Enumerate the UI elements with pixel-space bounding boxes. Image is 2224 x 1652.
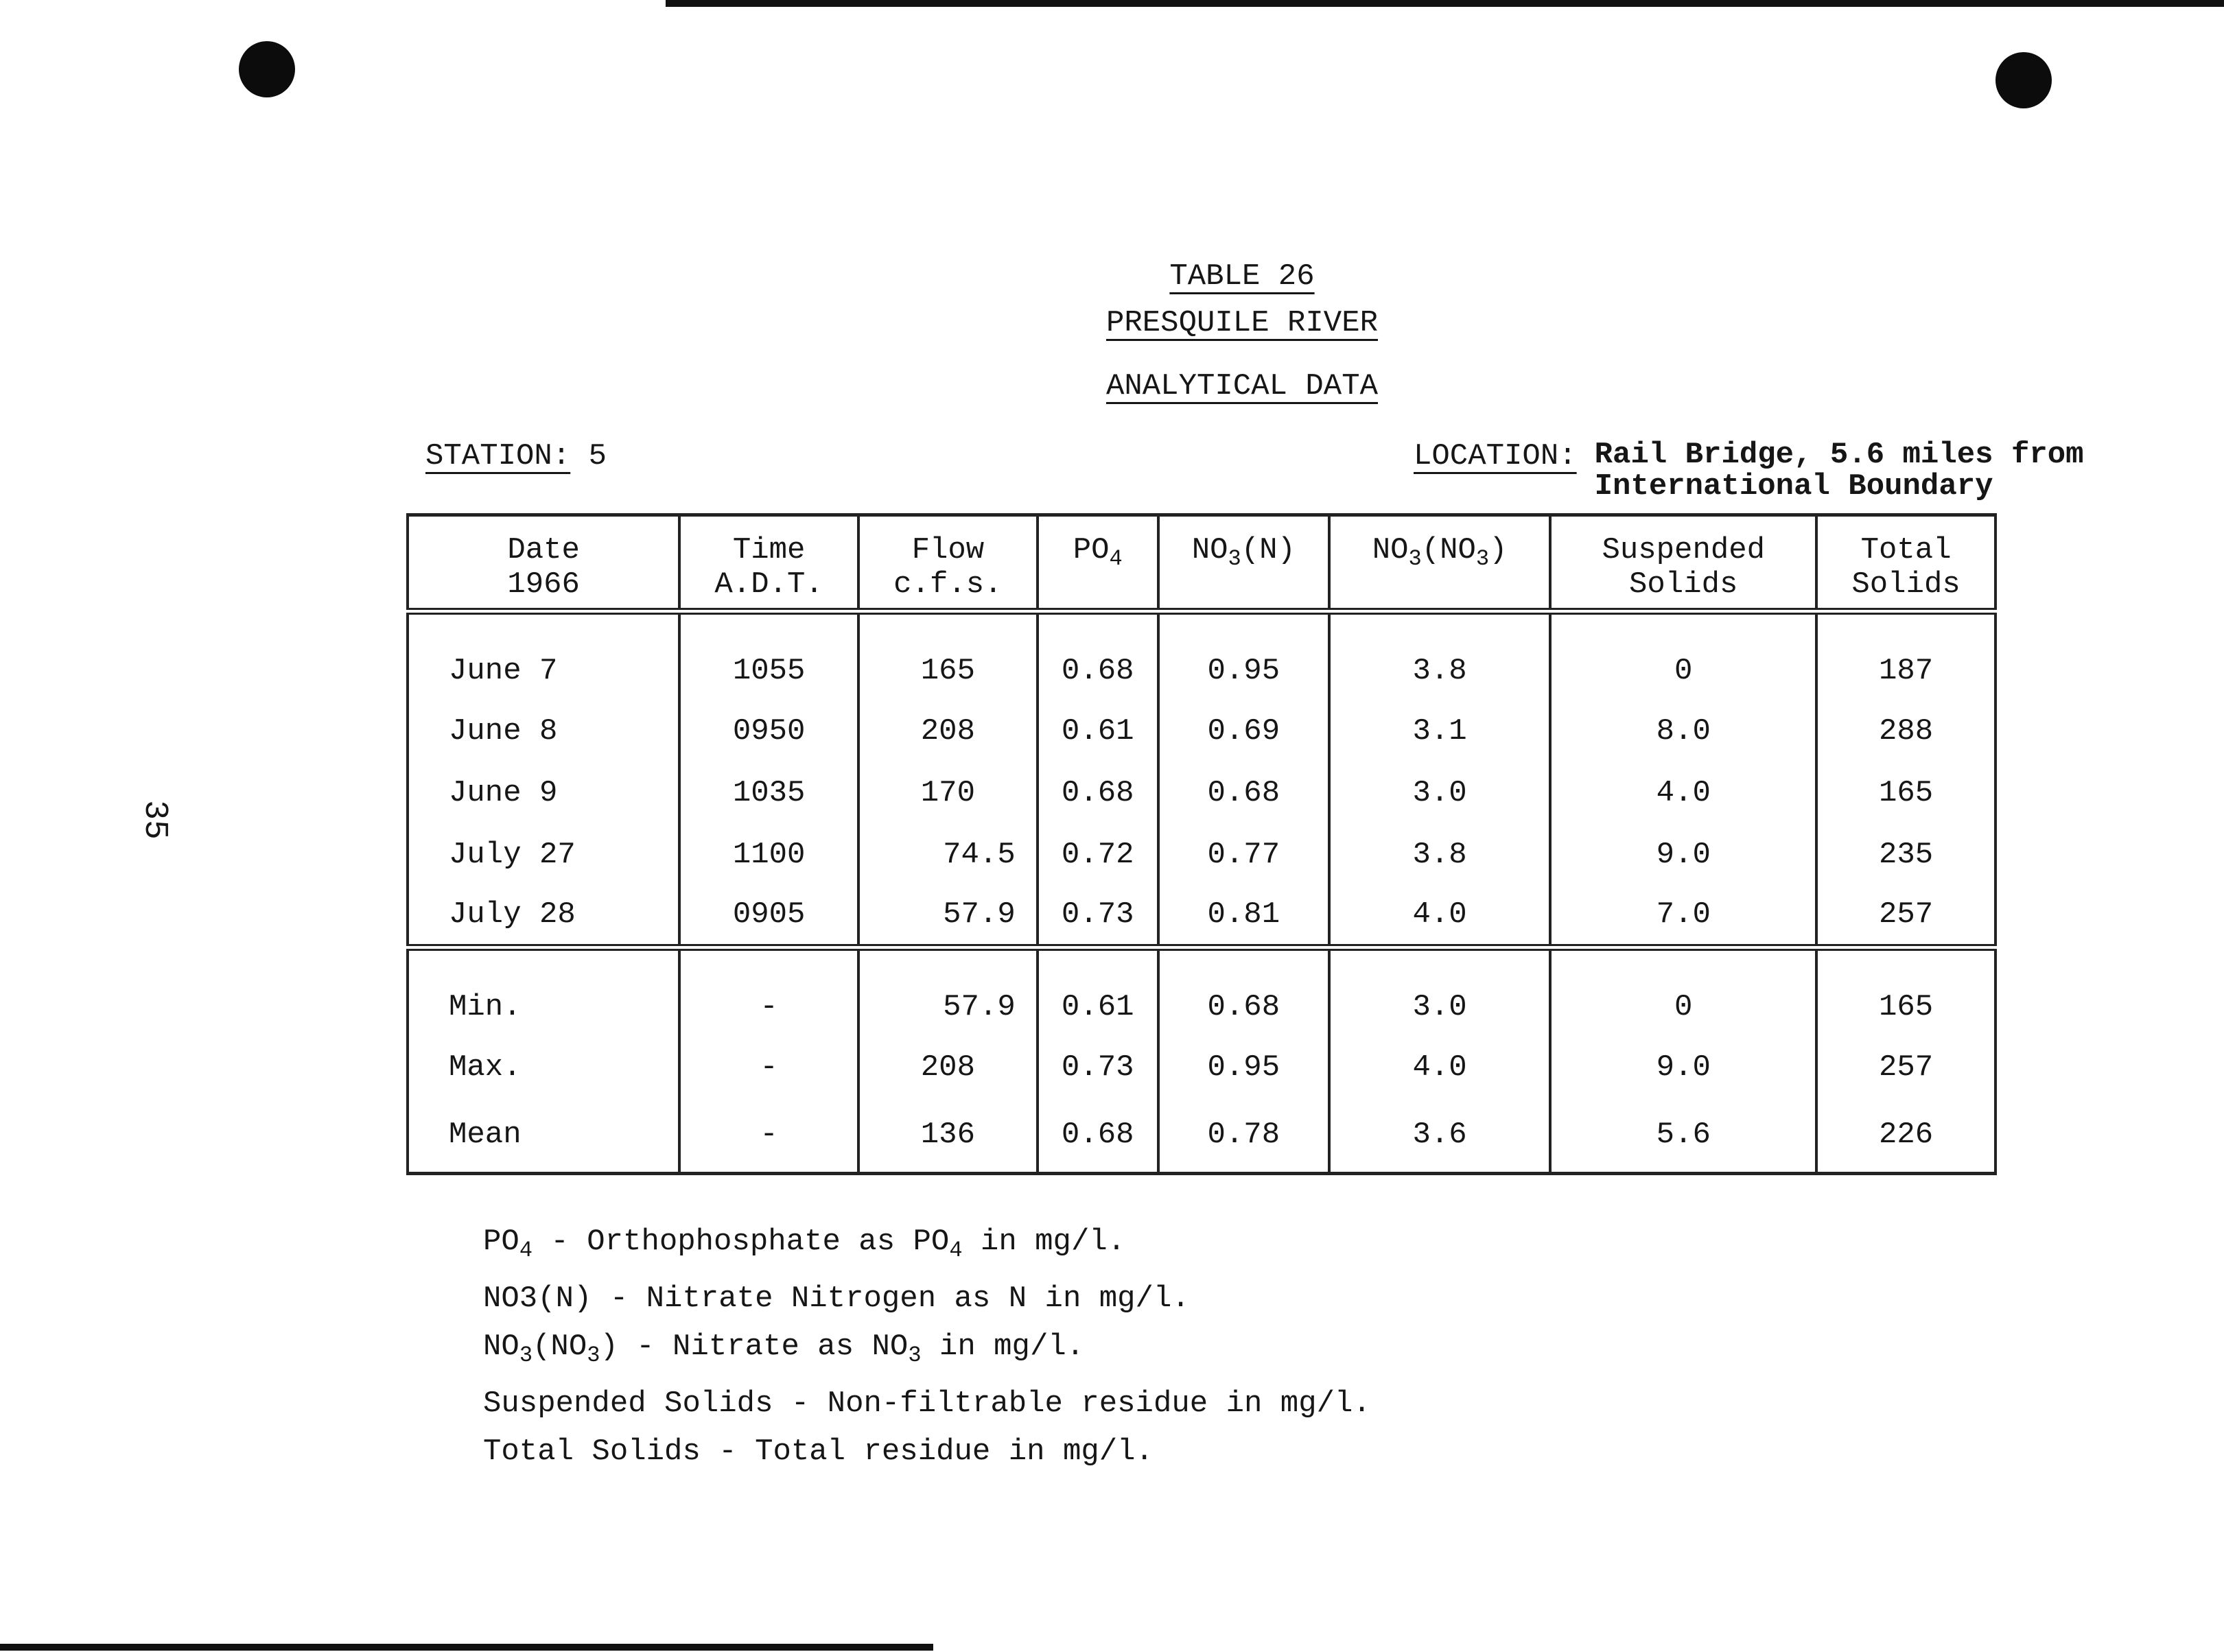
table-cell: 0.69 bbox=[1158, 700, 1329, 762]
footnote-line: NO3(N) - Nitrate Nitrogen as N in mg/l. bbox=[483, 1282, 1190, 1316]
station-label: STATION: bbox=[425, 439, 571, 473]
table-cell: 257 bbox=[1816, 886, 1995, 947]
table-cell: 1055 bbox=[679, 611, 858, 700]
table-cell: 226 bbox=[1816, 1098, 1995, 1174]
column-header: $NO_3(N)$ bbox=[1158, 515, 1329, 611]
column-header: $PO_4$ bbox=[1038, 515, 1158, 611]
table-cell: June 9 bbox=[408, 762, 679, 824]
table-cell: Max. bbox=[408, 1037, 679, 1098]
table-cell: 1100 bbox=[679, 824, 858, 886]
river-title: PRESQUILE RIVER bbox=[1105, 306, 1379, 340]
table-cell: 0.78 bbox=[1158, 1098, 1329, 1174]
table-cell: 165 bbox=[1816, 947, 1995, 1037]
table-cell: 0.73 bbox=[1038, 886, 1158, 947]
table-cell: 165 bbox=[1816, 762, 1995, 824]
summary-row bbox=[408, 1098, 1995, 1174]
station-value: 5 bbox=[588, 439, 607, 473]
data-subtitle: ANALYTICAL DATA bbox=[1105, 369, 1379, 403]
punch-hole-right bbox=[1995, 52, 2052, 108]
table-cell: 3.8 bbox=[1329, 824, 1550, 886]
column-header: Suspended Solids bbox=[1550, 515, 1816, 611]
table-cell: - bbox=[679, 1098, 858, 1174]
table-cell: 5.6 bbox=[1550, 1098, 1816, 1174]
table-row bbox=[408, 824, 1995, 886]
table-cell: 0 bbox=[1550, 947, 1816, 1037]
table-header-row bbox=[408, 515, 1995, 611]
table-cell: - bbox=[679, 947, 858, 1037]
table-row bbox=[408, 611, 1995, 700]
footnote-line: Total Solids - Total residue in mg/l. bbox=[483, 1435, 1154, 1469]
footnote-line: $PO_4$ - Orthophosphate as $PO_4$ in mg/l. bbox=[483, 1225, 1126, 1263]
table-cell: 8.0 bbox=[1550, 700, 1816, 762]
table-cell: 0.95 bbox=[1158, 611, 1329, 700]
station-info bbox=[425, 439, 607, 473]
table-cell: 0.68 bbox=[1038, 611, 1158, 700]
table-cell: 235 bbox=[1816, 824, 1995, 886]
observation-rows bbox=[408, 611, 1995, 947]
table-cell: 0.72 bbox=[1038, 824, 1158, 886]
subscript: 3 bbox=[1475, 546, 1490, 571]
subscript: 3 bbox=[1228, 546, 1241, 571]
table-number: TABLE 26 bbox=[1169, 259, 1315, 294]
table-cell: July 28 bbox=[408, 886, 679, 947]
table-cell: 3.0 bbox=[1329, 947, 1550, 1037]
analytical-data-table bbox=[406, 513, 1997, 1175]
subscript: 4 bbox=[949, 1238, 963, 1263]
footnote-line: $NO_3(NO_3)$ - Nitrate as $NO_3$ in mg/l. bbox=[483, 1330, 1085, 1368]
table-cell: 0905 bbox=[679, 886, 858, 947]
table-cell: 4.0 bbox=[1329, 886, 1550, 947]
summary-rows bbox=[408, 947, 1995, 1174]
table-cell: 3.8 bbox=[1329, 611, 1550, 700]
table-cell: Min. bbox=[408, 947, 679, 1037]
table-cell: Mean bbox=[408, 1098, 679, 1174]
column-header: Total Solids bbox=[1816, 515, 1995, 611]
bottom-edge-rule bbox=[0, 1644, 933, 1651]
table-cell: 74.5 bbox=[858, 824, 1038, 886]
column-header: Flow c.f.s. bbox=[858, 515, 1038, 611]
footnotes bbox=[483, 1218, 1371, 1476]
table-cell: 0.81 bbox=[1158, 886, 1329, 947]
table-cell: 0.68 bbox=[1038, 1098, 1158, 1174]
subscript: 3 bbox=[1408, 546, 1422, 571]
footnote-line: Suspended Solids - Non-filtrable residue in mg/l. bbox=[483, 1386, 1371, 1421]
table-cell: 0.61 bbox=[1038, 947, 1158, 1037]
table-cell: 4.0 bbox=[1329, 1037, 1550, 1098]
table-cell: 0.61 bbox=[1038, 700, 1158, 762]
column-header: Date 1966 bbox=[408, 515, 679, 611]
subscript: 4 bbox=[1109, 546, 1123, 571]
table-cell: 257 bbox=[1816, 1037, 1995, 1098]
table-cell: June 8 bbox=[408, 700, 679, 762]
table-cell: 57.9 bbox=[858, 947, 1038, 1037]
table-cell: 0.73 bbox=[1038, 1037, 1158, 1098]
table-cell: 208 bbox=[858, 700, 1038, 762]
table-cell: 0 bbox=[1550, 611, 1816, 700]
table-cell: 9.0 bbox=[1550, 1037, 1816, 1098]
summary-row bbox=[408, 947, 1995, 1037]
table-cell: 3.6 bbox=[1329, 1098, 1550, 1174]
table-cell: 170 bbox=[858, 762, 1038, 824]
table-cell: 0950 bbox=[679, 700, 858, 762]
table-cell: 0.77 bbox=[1158, 824, 1329, 886]
location-info bbox=[1414, 439, 2084, 502]
page-number: 35 bbox=[135, 800, 173, 840]
top-edge-rule bbox=[666, 0, 2224, 7]
table-cell: 4.0 bbox=[1550, 762, 1816, 824]
table-cell: 208 bbox=[858, 1037, 1038, 1098]
location-value bbox=[1595, 439, 2084, 502]
subscript: 4 bbox=[519, 1238, 533, 1263]
subscript: 3 bbox=[519, 1343, 533, 1368]
table-cell: 136 bbox=[858, 1098, 1038, 1174]
table-cell: 288 bbox=[1816, 700, 1995, 762]
table-cell: - bbox=[679, 1037, 858, 1098]
column-header: Time A.D.T. bbox=[679, 515, 858, 611]
subscript: 3 bbox=[908, 1343, 922, 1368]
table-cell: 7.0 bbox=[1550, 886, 1816, 947]
table-row bbox=[408, 700, 1995, 762]
table-cell: 9.0 bbox=[1550, 824, 1816, 886]
table-row bbox=[408, 762, 1995, 824]
table-cell: 3.1 bbox=[1329, 700, 1550, 762]
location-line-1: Rail Bridge, 5.6 miles from bbox=[1594, 438, 2084, 472]
table-cell: 165 bbox=[858, 611, 1038, 700]
table-cell: 0.68 bbox=[1158, 947, 1329, 1037]
table-row bbox=[408, 886, 1995, 947]
table-cell: 0.68 bbox=[1158, 762, 1329, 824]
table-cell: 187 bbox=[1816, 611, 1995, 700]
punch-hole-left bbox=[239, 41, 295, 97]
location-label: LOCATION: bbox=[1414, 439, 1577, 473]
subscript: 3 bbox=[587, 1343, 600, 1368]
summary-row bbox=[408, 1037, 1995, 1098]
column-header: $NO_3(NO_3)$ bbox=[1329, 515, 1550, 611]
table-cell: 0.95 bbox=[1158, 1037, 1329, 1098]
table-cell: June 7 bbox=[408, 611, 679, 700]
table-cell: 0.68 bbox=[1038, 762, 1158, 824]
table-cell: 1035 bbox=[679, 762, 858, 824]
location-line-2: International Boundary bbox=[1594, 469, 1993, 504]
table-cell: 3.0 bbox=[1329, 762, 1550, 824]
table-cell: July 27 bbox=[408, 824, 679, 886]
table-cell: 57.9 bbox=[858, 886, 1038, 947]
